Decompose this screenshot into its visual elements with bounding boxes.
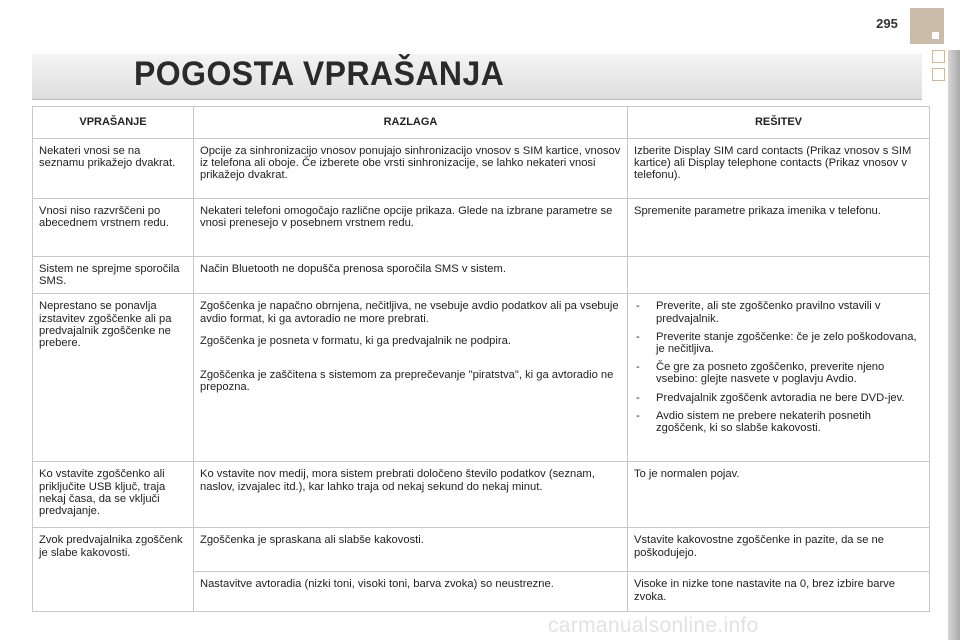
question-cell: Sistem ne sprejme sporočila SMS. bbox=[33, 257, 194, 294]
side-box-icon bbox=[932, 68, 945, 81]
explanation-paragraph: Zgoščenka je zaščitena s sistemom za preprečevanje "piratstva", ki ga avtoradio ne prepozna. bbox=[200, 369, 614, 394]
explanation-paragraph: Zgoščenka je posneta v formatu, ki ga predvajalnik ne podpira. bbox=[200, 334, 511, 347]
explanation-cell bbox=[194, 294, 628, 462]
table-row bbox=[33, 139, 930, 199]
explanation-cell: Nastavitve avtoradia (nizki toni, visoki toni, barva zvoka) so neustrezne. bbox=[194, 572, 628, 612]
corner-tab bbox=[910, 8, 944, 44]
list-item: - Avdio sistem ne prebere nekaterih posnetih zgoščenk, ki so slabše kakovosti. bbox=[634, 410, 923, 434]
question-cell: Neprestano se ponavlja izstavitev zgoščenke ali pa predvajalnik zgoščenke ne prebere. bbox=[33, 294, 194, 462]
explanation-cell: Ko vstavite nov medij, mora sistem prebrati določeno število podatkov (seznam, naslov, izvajalec itd.), kar lahko traja od nekaj sekund do nekaj minut. bbox=[194, 462, 628, 528]
solution-list bbox=[634, 300, 923, 434]
table-row bbox=[33, 462, 930, 528]
table-header-row bbox=[33, 107, 930, 139]
header-explanation: RAZLAGA bbox=[194, 107, 628, 139]
explanation-paragraph: Zgoščenka je napačno obrnjena, nečitljiva, ne vsebuje avdio podatkov ali pa vsebuje avdio format, ki ga avtoradio ne more prebrati. bbox=[200, 300, 619, 325]
explanation-cell: Način Bluetooth ne dopušča prenosa sporočila SMS v sistem. bbox=[194, 257, 628, 294]
list-item: - Predvajalnik zgoščenk avtoradia ne bere DVD-jev. bbox=[634, 392, 923, 404]
header-question: VPRAŠANJE bbox=[33, 107, 194, 139]
side-strip bbox=[948, 50, 960, 640]
solution-cell: Izberite Display SIM card contacts (Prikaz vnosov s SIM kartice) ali Display telephone contacts (Prikaz vnosov v telefonu). bbox=[628, 139, 930, 199]
explanation-cell: Zgoščenka je spraskana ali slabše kakovosti. bbox=[194, 528, 628, 572]
list-item: - Preverite stanje zgoščenke: če je zelo poškodovana, je nečitljiva. bbox=[634, 331, 923, 355]
header-solution: REŠITEV bbox=[628, 107, 930, 139]
list-item: - Preverite, ali ste zgoščenko pravilno vstavili v predvajalnik. bbox=[634, 300, 923, 324]
question-cell: Zvok predvajalnika zgoščenk je slabe kakovosti. bbox=[33, 528, 194, 612]
solution-cell: To je normalen pojav. bbox=[628, 462, 930, 528]
list-item: - Če gre za posneto zgoščenko, preverite njeno vsebino: glejte nasvete v poglavju Avdio. bbox=[634, 361, 923, 385]
question-cell: Nekateri vnosi se na seznamu prikažejo dvakrat. bbox=[33, 139, 194, 199]
solution-cell: Vstavite kakovostne zgoščenke in pazite, da se ne poškodujejo. bbox=[628, 528, 930, 572]
watermark: carmanualsonline.info bbox=[548, 614, 759, 637]
table-row bbox=[33, 199, 930, 257]
table-row bbox=[33, 528, 930, 572]
solution-cell bbox=[628, 257, 930, 294]
solution-cell: Spremenite parametre prikaza imenika v telefonu. bbox=[628, 199, 930, 257]
faq-table bbox=[32, 106, 930, 612]
page-title: POGOSTA VPRAŠANJA bbox=[134, 55, 505, 93]
table-row bbox=[33, 257, 930, 294]
explanation-cell: Nekateri telefoni omogočajo različne opcije prikaza. Glede na izbrane parametre se vnosi prenesejo v posebnem vrstnem redu. bbox=[194, 199, 628, 257]
question-cell: Ko vstavite zgoščenko ali priključite USB ključ, traja nekaj časa, da se vključi predvajanje. bbox=[33, 462, 194, 528]
question-cell: Vnosi niso razvrščeni po abecednem vrstnem redu. bbox=[33, 199, 194, 257]
solution-cell bbox=[628, 294, 930, 462]
explanation-cell: Opcije za sinhronizacijo vnosov ponujajo sinhronizacijo vnosov s SIM kartice, vnosov iz telefona ali oboje. Če izberete obe vrsti sinhronizacije, se lahko nekateri vnosi prikažejo dvakrat. bbox=[194, 139, 628, 199]
corner-square-icon bbox=[932, 32, 939, 39]
solution-cell: Visoke in nizke tone nastavite na 0, brez izbire barve zvoka. bbox=[628, 572, 930, 612]
page-number: 295 bbox=[876, 16, 898, 31]
side-box-icon bbox=[932, 50, 945, 63]
table-row bbox=[33, 294, 930, 462]
